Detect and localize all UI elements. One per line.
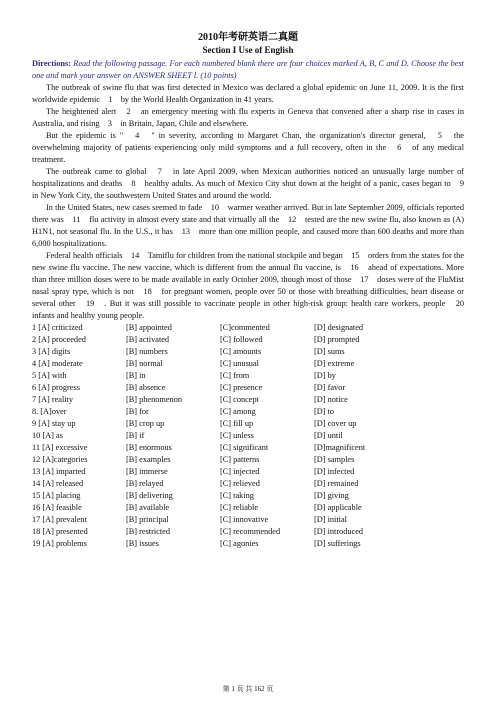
option-a: 12 [A]categories	[32, 455, 88, 464]
page-title: 2010年考研英语二真题	[198, 32, 298, 43]
option-b: [B] for	[126, 407, 149, 416]
option-b: [B] available	[126, 503, 170, 512]
option-c: [C] significant	[220, 443, 269, 452]
option-a: 2 [A] proceeded	[32, 335, 86, 344]
document-body	[32, 58, 473, 550]
paragraph: The outbreak of swine flu that was first detected in Mexico was declared a global epidemic on June 11, 2009. It is the first worldwide epidemic 1 by the World Health Organization in 41 years.	[32, 83, 464, 104]
option-b: [B] examples	[126, 455, 171, 464]
option-a: 18 [A] presented	[32, 527, 88, 536]
option-row	[32, 382, 434, 394]
option-b: [B] in	[126, 371, 146, 380]
directions-label: Directions:	[32, 59, 72, 68]
page-footer: 第 1 页 共 162 页	[222, 685, 274, 693]
option-b: [B] issues	[126, 539, 159, 548]
option-c: [C] unusual	[220, 359, 259, 368]
option-a: 5 [A] with	[32, 371, 67, 380]
option-b: [B] if	[126, 431, 145, 440]
option-row	[32, 334, 434, 346]
option-row	[32, 322, 434, 334]
option-a: 11 [A] excessive	[32, 443, 88, 452]
paragraph: But the epidemic is " 4 " in severity, according to Margaret Chan, the organization's director general, 5 the overwhelming majority of patients experiencing only mild symptoms and a full recovery, often in the 6 of any medical treatment.	[32, 131, 464, 164]
option-d: [D] by	[314, 371, 336, 380]
option-d: [D] samples	[314, 455, 355, 464]
option-row	[32, 490, 434, 502]
option-c: [C] followed	[220, 335, 263, 344]
option-d: [D] until	[314, 431, 343, 440]
section-heading: Section I Use of English	[202, 45, 294, 55]
option-a: 15 [A] placing	[32, 491, 81, 500]
option-row	[32, 358, 434, 370]
option-row	[32, 442, 434, 454]
paragraph: Federal health officials 14 Tamiflu for children from the national stockpile and began 15 orders from the states for the new swine flu vaccine. The new vaccine, which is different from the annual flu vaccine, is 16 ahead of expectations. More than three million doses were to be made available in early October 2009, though most of those 17 doses were of the FluMist nasal spray type, which is not 18 for pregnant women, people over 50 or those with breathing difficulties, heart disease or several other 19 . But it was still possible to vaccinate people in other high-risk group: health care workers, people 20 infants and healthy young people.	[32, 251, 473, 320]
option-b: [B] phenomenon	[126, 395, 182, 404]
option-d: [D] introduced	[314, 527, 364, 536]
option-a: 7 [A] reality	[32, 395, 74, 404]
option-d: [D] sums	[314, 347, 345, 356]
option-b: [B] restricted	[126, 527, 171, 536]
option-row	[32, 418, 434, 430]
option-b: [B] principal	[126, 515, 169, 524]
option-a: 19 [A] problems	[32, 539, 87, 548]
option-row	[32, 370, 434, 382]
option-row	[32, 514, 434, 526]
option-a: 13 [A] imparted	[32, 467, 86, 476]
option-row	[32, 454, 434, 466]
option-c: [C] taking	[220, 491, 254, 500]
option-b: [B] activated	[126, 335, 170, 344]
option-c: [C] agonies	[220, 539, 259, 548]
option-d: [D] remained	[314, 479, 359, 488]
option-a: 4 [A] moderate	[32, 359, 83, 368]
option-d: [D] giving	[314, 491, 349, 500]
option-d: [D] prompted	[314, 335, 360, 344]
option-d: [D] favor	[314, 383, 346, 392]
option-c: [C] injected	[220, 467, 260, 476]
option-row	[32, 406, 434, 418]
option-c: [C] amounts	[220, 347, 262, 356]
option-d: [D] sufferings	[314, 539, 361, 548]
option-row	[32, 538, 434, 550]
paragraph: The heightened alert 2 an emergency meeting with flu experts in Geneva that convened after a sharp rise in cases in Australia, and rising 3 in Britain, Japan, Chile and elsewhere.	[32, 107, 464, 128]
option-c: [C] relieved	[220, 479, 260, 488]
option-d: [D] to	[314, 407, 335, 416]
option-row	[32, 394, 434, 406]
directions	[32, 58, 464, 82]
option-c: [C] presence	[220, 383, 263, 392]
option-a: 1 [A] criticized	[32, 323, 83, 332]
option-row	[32, 346, 434, 358]
option-d: [D] initial	[314, 515, 347, 524]
option-d: [D]magnificent	[314, 443, 366, 452]
option-d: [D] infected	[314, 467, 355, 476]
option-row	[32, 502, 434, 514]
option-b: [B] enormous	[126, 443, 172, 452]
option-a: 8. [A]over	[32, 407, 67, 416]
option-a: 3 [A] digits	[32, 347, 71, 356]
option-d: [D] cover up	[314, 419, 357, 428]
option-row	[32, 466, 434, 478]
option-c: [C] unless	[220, 431, 254, 440]
option-b: [B] delivering	[126, 491, 173, 500]
directions-text: Read the following passage. For each numbered blank there are four choices marked A, B, C and D. Choose the best one and mark your answer on ANSWER SHEET l. (10 points)	[32, 59, 464, 80]
option-b: [B] crop up	[126, 419, 165, 428]
option-b: [B] absence	[126, 383, 166, 392]
option-d: [D] applicable	[314, 503, 362, 512]
option-c: [C] concept	[220, 395, 259, 404]
option-b: [B] normal	[126, 359, 163, 368]
option-a: 16 [A] feasible	[32, 503, 82, 512]
option-d: [D] designated	[314, 323, 364, 332]
option-c: [C] recommended	[220, 527, 281, 536]
option-c: [C] from	[220, 371, 250, 380]
options-table	[32, 322, 434, 550]
option-row	[32, 430, 434, 442]
option-c: [C] innovative	[220, 515, 269, 524]
option-c: [C] reliable	[220, 503, 259, 512]
option-c: [C]commented	[220, 323, 270, 332]
option-a: 17 [A] prevalent	[32, 515, 87, 524]
option-c: [C] among	[220, 407, 256, 416]
option-row	[32, 478, 434, 490]
option-d: [D] extreme	[314, 359, 355, 368]
option-b: [B] immerse	[126, 467, 168, 476]
option-b: [B] appointed	[126, 323, 172, 332]
option-a: 14 [A] released	[32, 479, 84, 488]
option-a: 9 [A] stay up	[32, 419, 76, 428]
option-c: [C] fill up	[220, 419, 254, 428]
option-c: [C] patterns	[220, 455, 260, 464]
option-a: 10 [A] as	[32, 431, 63, 440]
paragraph: In the United States, new cases seemed to fade 10 warmer weather arrived. But in late September 2009, officials reported there was 11 flu activity in almost every state and that virtually all the 12 tested are the new swine flu, also known as (A) H1N1, not seasonal flu. In the U.S., it has 13 more than one million people, and caused more than 600 deaths and more than 6,000 hospitalizations.	[32, 203, 464, 248]
option-b: [B] relayed	[126, 479, 164, 488]
option-d: [D] notice	[314, 395, 348, 404]
paragraph: The outbreak came to global 7 in late April 2009, when Mexican authorities noticed an unusually large number of hospitalizations and deaths 8 healthy adults. As much of Mexico City shut down at the height of a panic, cases began to 9 in New York City, the southwestern United States and around the world.	[32, 167, 473, 200]
option-b: [B] numbers	[126, 347, 168, 356]
option-a: 6 [A] progress	[32, 383, 80, 392]
option-row	[32, 526, 434, 538]
